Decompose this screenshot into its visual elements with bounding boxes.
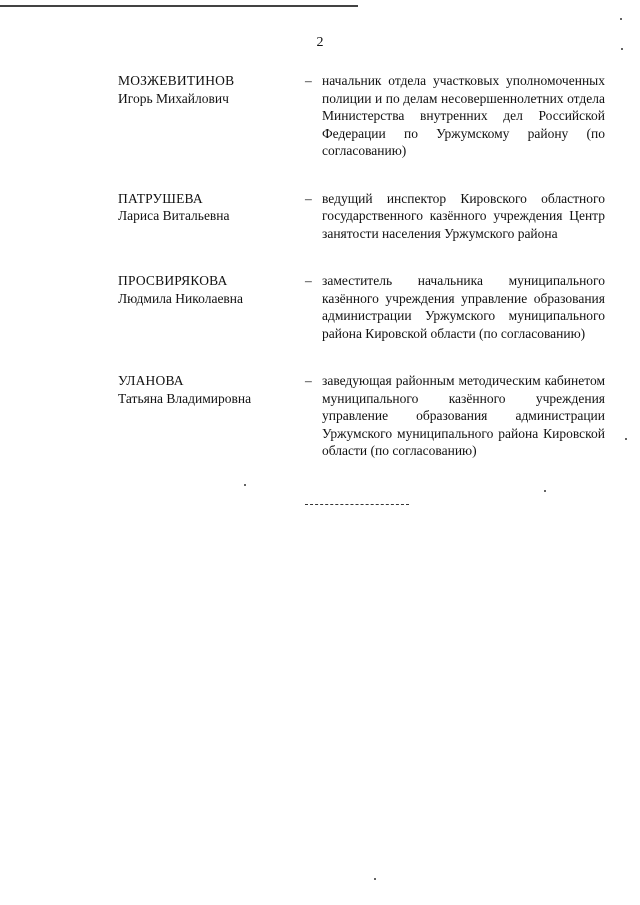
scan-speck bbox=[625, 438, 627, 440]
member-name bbox=[118, 72, 305, 160]
member-surname: МОЗЖЕВИТИНОВ bbox=[118, 73, 235, 88]
scan-edge-line bbox=[0, 5, 358, 7]
scan-speck bbox=[621, 48, 623, 50]
entry-dash: – bbox=[305, 190, 312, 206]
member-surname: УЛАНОВА bbox=[118, 373, 184, 388]
entry-dash: – bbox=[305, 273, 312, 288]
member-surname: ПАТРУШЕВА bbox=[118, 190, 203, 206]
member-role: заведующая районным методическим кабинетом муниципального казённого учреждения управление образования администрации Уржумского муниципального района Кировской области (по согласованию) bbox=[322, 373, 605, 458]
scan-speck bbox=[244, 484, 246, 486]
member-surname: ПРОСВИРЯКОВА bbox=[118, 273, 228, 288]
entry-dash: – bbox=[305, 373, 312, 388]
member-list bbox=[118, 72, 608, 490]
entry-dash: – bbox=[305, 73, 312, 88]
member-given-names: Игорь Михайлович bbox=[118, 90, 229, 106]
member-role: ведущий инспектор Кировского областного государственного казённого учреждения Центр занятости населения Уржумского района bbox=[322, 190, 605, 241]
member-entry bbox=[118, 72, 608, 160]
member-name bbox=[118, 372, 305, 460]
member-given-names: Людмила Николаевна bbox=[118, 290, 244, 306]
member-given-names: Лариса Витальевна bbox=[118, 208, 230, 223]
member-given-names: Татьяна Владимировна bbox=[118, 390, 252, 406]
scan-speck bbox=[544, 490, 546, 492]
page-number: 2 bbox=[316, 35, 324, 50]
member-name bbox=[118, 272, 305, 342]
end-divider bbox=[305, 504, 409, 505]
scan-speck bbox=[374, 878, 376, 880]
scan-speck bbox=[620, 18, 622, 20]
member-name bbox=[118, 190, 305, 243]
member-entry bbox=[118, 190, 608, 243]
member-role: заместитель начальника муниципального казённого учреждения управление образования администрации Уржумского муниципального района Кировской области (по согласованию) bbox=[322, 273, 605, 341]
member-entry bbox=[118, 372, 608, 460]
member-role: начальник отдела участковых уполномоченных полиции и по делам несовершеннолетних отдела Министерства внутренних дел Российской Федерации по Уржумскому району (по согласованию) bbox=[322, 73, 605, 158]
member-entry bbox=[118, 272, 608, 342]
